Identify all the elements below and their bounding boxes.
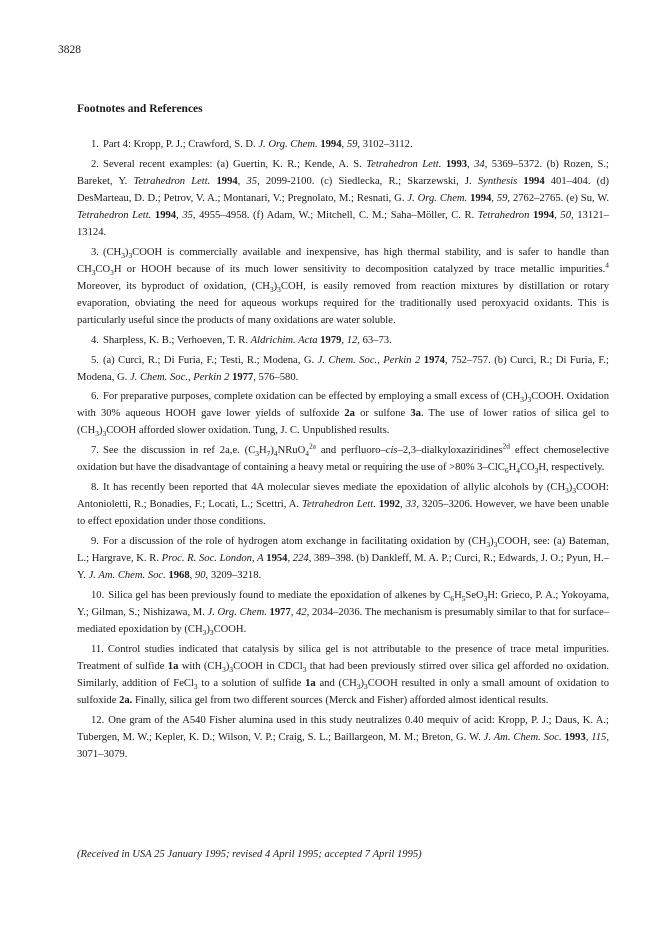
reference-item [77,388,609,439]
reference-number: 1. [91,139,99,150]
reference-number: 10. [91,589,105,601]
reference-number: 11. [91,643,104,655]
received-dates: (Received in USA 25 January 1995; revised 4 April 1995; accepted 7 April 1995) [77,849,422,860]
reference-number: 5. [91,354,99,366]
reference-number: 7. [91,445,99,457]
reference-item [77,352,609,386]
reference-item [77,332,609,349]
reference-text: It has recently been reported that 4A molecular sieves mediate the epoxidation of allylic alcohols by $(CH_3)_3COOH$: Antonioletti, R.; Bonadies, F.; Locati, L.; Scettri, A. Tetrahedron Lett. 1992, 33, 3205–3206. However, we have been unable to effect epoxidation under those conditions. [77,481,609,528]
reference-number: 8. [91,481,99,493]
reference-item [77,156,609,241]
reference-item [77,442,609,476]
reference-list [77,136,609,765]
page-number: 3828 [58,44,81,56]
reference-text: See the discussion in ref 2a,e. $(C_3H_7)_4NRuO_4^{2a}$ and perfluoro–cis–2,3–dialkyloxaziridines$^{2d}$ effect chemoselective oxidation but have the disadvantage of containing a heavy metal or requiring the use of >80% $3-ClC_6H_4CO_3H$, respectively. [77,441,609,476]
reference-number: 9. [91,535,99,547]
reference-number: 3. [91,246,99,258]
reference-text: For preparative purposes, complete oxidation can be effected by employing a small excess of $(CH_3)_3COOH$. Oxidation with 30% aqueous HOOH gave lower yields of sulfoxide 2a or sulfone 3a. The use of lower ratios of silica gel to $(CH_3)_3COOH$ afforded slower oxidation. Tung, J. C. Unpublished results. [77,391,610,439]
reference-item [77,244,609,329]
reference-text: One gram of the A540 Fisher alumina used in this study neutralizes 0.40 mequiv of acid: Kropp, P. J.; Daus, K. A.; Tubergen, M. W.; Kepler, K. D.; Wilson, V. P.; Craig, S. L.; Baillargeon, M. M.; Breton, G. W. J. Am. Chem. Soc. 1993, 115, 3071–3079. [77,714,610,760]
reference-item [77,587,609,638]
reference-number: 4. [91,334,99,346]
reference-text: Control studies indicated that catalysis by silica gel is not attributable to the presence of trace metal impurities. Treatment of sulfide 1a with $(CH_3)_3COOH$ in CDCl$_3$ that had been previously stirred over silica gel afforded no oxidation. Similarly, addition of FeCl$_3$ to a solution of sulfide 1a and $(CH_3)_3COOH$ resulted in only a small amount of oxidation to sulfoxide 2a. Finally, silica gel from two different sources (Merck and Fisher) afforded almost identical results. [77,643,610,706]
reference-text: (a) Curci, R.; Di Furia, F.; Testi, R.; Modena, G. J. Chem. Soc., Perkin 2 1974, 752–757. (b) Curci, R.; Di Furia, F.; Modena, G. J. Chem. Soc., Perkin 2 1977, 576–580. [77,354,609,383]
reference-item [77,712,609,763]
reference-text: For a discussion of the role of hydrogen atom exchange in facilitating oxidation by $(CH_3)_3COOH$, see: (a) Bateman, L.; Hargrave, K. R. Proc. R. Soc. London, A 1954, 224, 389–398. (b) Dankleff, M. A. P.; Curci, R.; Edwards, J. O.; Pyun, H.–Y. J. Am. Chem. Soc. 1968, 90, 3209–3218. [77,535,610,581]
reference-text: Part 4: Kropp, P. J.; Crawford, S. D. J. Org. Chem. 1994, 59, 3102–3112. [102,139,413,150]
reference-number: 2. [91,158,99,170]
reference-text: Silica gel has been previously found to mediate the epoxidation of alkenes by $C_6H_5SeO_3H$: Grieco, P. A.; Yokoyama, Y.; Gilman, S.; Nishizawa, M. J. Org. Chem. 1977, 42, 2034–2036. The mechanism is presumably similar to that for surface–mediated epoxidation by $(CH_3)_3COOH$. [77,589,609,637]
reference-item [77,136,609,153]
reference-text: Several recent examples: (a) Guertin, K. R.; Kende, A. S. Tetrahedron Lett. 1993, 34, 5369–5372. (b) Rozen, S.; Bareket, Y. Tetrahedron Lett. 1994, 35, 2099-2100. (c) Siedlecka, R.; Skarzewski, J. Synthesis 1994 401–404. (d) DesMarteau, D. D.; Petrov, V. A.; Montanari, V.; Pregnolato, M.; Resnati, G. J. Org. Chem. 1994, 59, 2762–2765. (e) Su, W. Tetrahedron Lett. 1994, 35, 4955–4958. (f) Adam, W.; Mitchell, C. M.; Saha–Möller, C. R. Tetrahedron 1994, 50, 13121–13124. [77,158,610,239]
reference-text: Sharpless, K. B.; Verhoeven, T. R. Aldrichim. Acta 1979, 12, 63–73. [102,334,392,346]
reference-text: $(CH_3)_3COOH$ is commercially available and inexpensive, has high thermal stability, and is safer to handle than $CH_3CO_3H$ or HOOH because of its much lower sensitivity to decomposition catalyzed by trace metallic impurities.$^4$ Moreover, its byproduct of oxidation, $(CH_3)_3COH$, is easily removed from reaction mixtures by distillation or rotary evaporation, obviating the need for aqueous workups required for the traditionally used peroxyacid oxidants. This is particularly useful since the products of many oxidations are water soluble. [77,246,610,327]
reference-item [77,641,609,709]
section-heading: Footnotes and References [77,103,203,115]
reference-number: 6. [91,391,99,403]
reference-item [77,533,609,584]
reference-number: 12. [91,714,105,726]
reference-item [77,479,609,530]
